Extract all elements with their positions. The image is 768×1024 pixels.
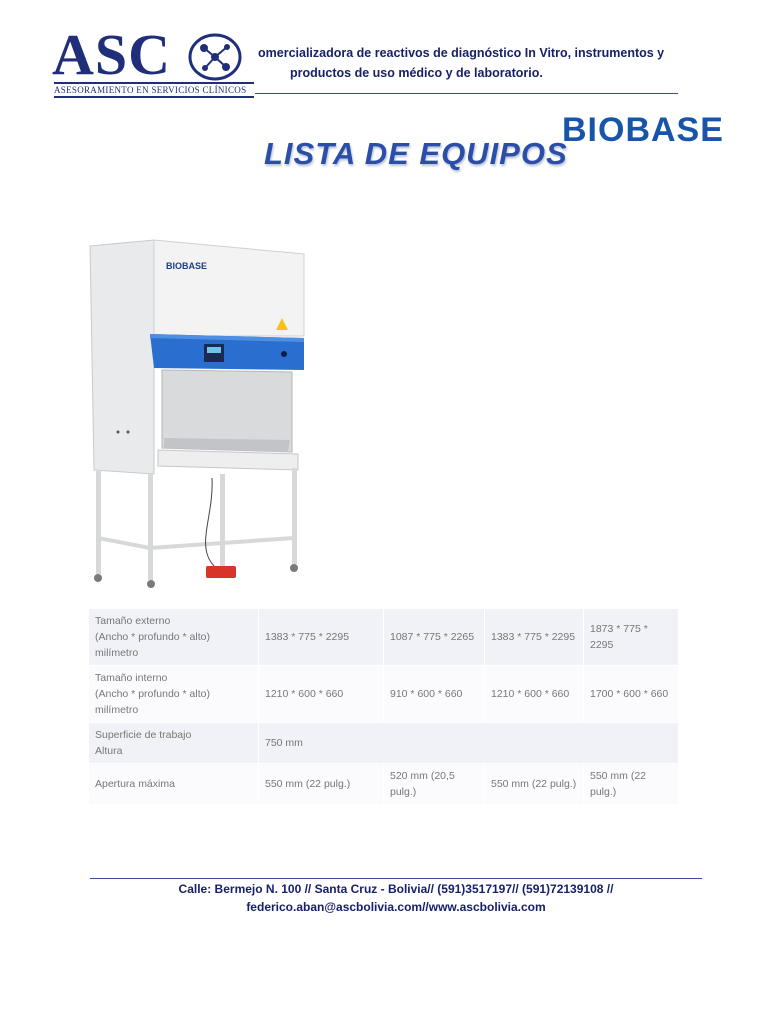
logo-tagline: ASESORAMIENTO EN SERVICIOS CLÍNICOS (54, 82, 254, 98)
description-line-2: productos de uso médico y de laboratorio. (290, 66, 543, 80)
table-cell: 1087 * 775 * 2265 (384, 609, 485, 666)
molecule-icon (187, 32, 243, 82)
table-cell: 750 mm (259, 723, 679, 764)
biosafety-cabinet-image (84, 238, 342, 598)
footer-email-web: federico.aban@ascbolivia.com//www.ascbolivia.com (246, 900, 546, 914)
label-line: (Ancho * profundo * alto) (95, 631, 210, 643)
footer-address: Calle: Bermejo N. 100 // Santa Cruz - Bolivia// (591)3517197// (591)72139108 // (178, 882, 614, 896)
footer-divider (90, 878, 702, 879)
row-label (89, 723, 259, 764)
page-title: LISTA DE EQUIPOS (264, 136, 568, 171)
header-divider (255, 93, 678, 94)
label-line: Altura (95, 745, 123, 757)
table-cell: 550 mm (22 pulg.) (485, 764, 584, 805)
table-cell: 1210 * 600 * 660 (259, 666, 384, 723)
table-row (89, 723, 679, 764)
table-cell: 1383 * 775 * 2295 (259, 609, 384, 666)
row-label (89, 609, 259, 666)
label-line: (Ancho * profundo * alto) (95, 688, 210, 700)
table-row (89, 666, 679, 723)
table-cell: 910 * 600 * 660 (384, 666, 485, 723)
label-line: Superficie de trabajo (95, 729, 192, 741)
label-line: Tamaño externo (95, 615, 171, 627)
spec-table (88, 608, 679, 805)
table-cell: 550 mm (22 pulg.) (584, 764, 679, 805)
cabinet-brand-label: BIOBASE (166, 261, 208, 271)
logo-text: ASC (52, 22, 172, 87)
row-label (89, 666, 259, 723)
table-cell: 520 mm (20,5 pulg.) (384, 764, 485, 805)
table-row (89, 609, 679, 666)
asc-logo (52, 22, 257, 96)
table-cell: 1700 * 600 * 660 (584, 666, 679, 723)
table-cell: 1210 * 600 * 660 (485, 666, 584, 723)
brand-logo: BIOBASE (562, 111, 724, 149)
table-row (89, 764, 679, 805)
label-line: Apertura máxima (95, 778, 175, 790)
footer-contact (90, 880, 702, 916)
description-line-1: omercializadora de reactivos de diagnóstico In Vitro, instrumentos y (258, 46, 665, 60)
label-line: milímetro (95, 647, 139, 659)
label-line: Tamaño interno (95, 672, 168, 684)
company-description (258, 43, 678, 83)
row-label (89, 764, 259, 805)
table-cell: 1873 * 775 * 2295 (584, 609, 679, 666)
label-line: milímetro (95, 704, 139, 716)
table-cell: 550 mm (22 pulg.) (259, 764, 384, 805)
table-cell: 1383 * 775 * 2295 (485, 609, 584, 666)
